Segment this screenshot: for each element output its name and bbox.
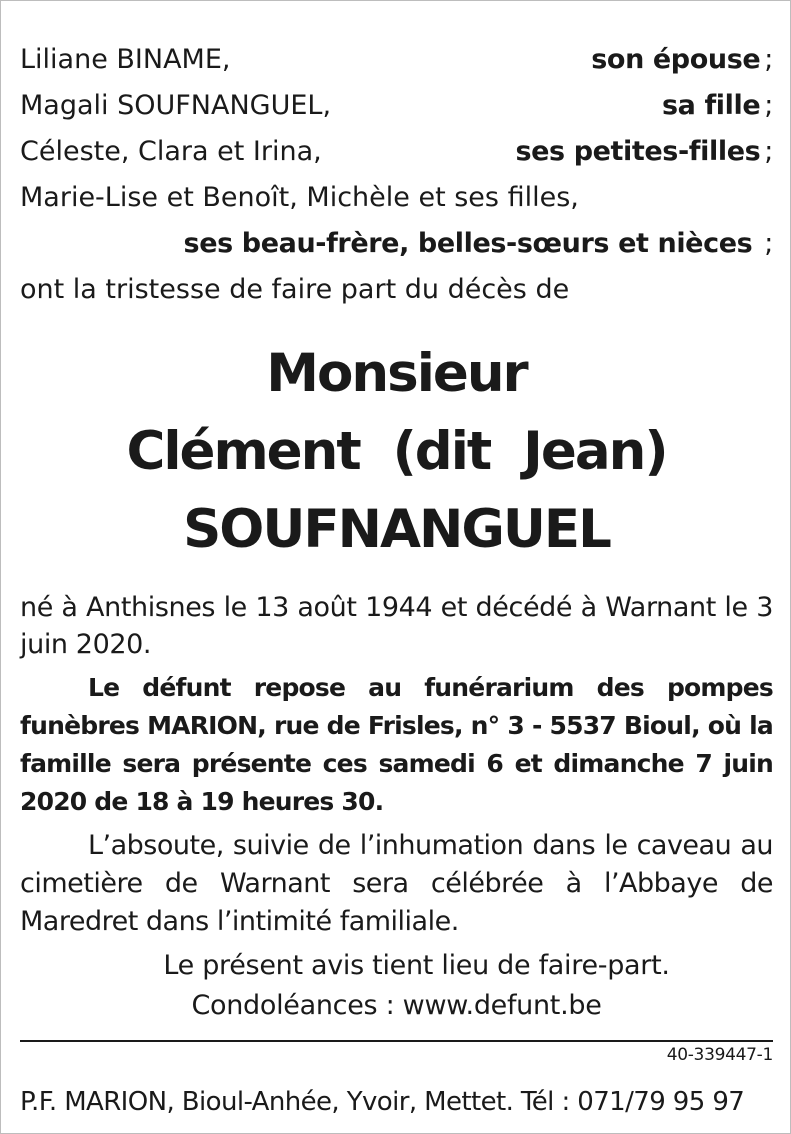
absoute-text: L’absoute, suivie de l’inhumation dans le caveau au cimetière de Warnant sera célébrée à l’Abbaye de Maredret dans l’intimité familiale. <box>20 830 773 937</box>
birth-death-text: né à Anthisnes le 13 août 1944 et décédé à Warnant le 3 juin 2020. <box>20 592 773 660</box>
family-row-inlaws-names <box>20 175 773 221</box>
deceased-name-block <box>20 335 773 569</box>
funeral-home-footer: P.F. MARION, Bioul-Anhée, Yvoir, Mettet. Tél : 071/79 95 97 <box>20 1087 745 1117</box>
family-relation: son épouse ; <box>591 44 773 75</box>
family-name: Marie-Lise et Benoît, Michèle et ses filles, <box>20 182 579 213</box>
family-row-daughter <box>20 83 773 129</box>
avis-text: Le présent avis tient lieu de faire-part. <box>163 950 670 981</box>
family-relation: sa fille ; <box>661 90 773 121</box>
deceased-surname: SOUFNANGUEL <box>183 499 610 560</box>
family-relation: ses petites-filles ; <box>515 136 773 167</box>
repose-text: Le défunt repose au funérarium des pompes funèbres MARION, rue de Frisles, n° 3 - 5537 Bioul, où la famille sera présente ces samedi 6 et dimanche 7 juin 2020 de 18 à 19 heures 30. <box>20 673 773 816</box>
footer-divider <box>20 1040 773 1042</box>
family-relation: ses beau-frère, belles-sœurs et nièces ; <box>183 228 773 259</box>
announcement-text: ont la tristesse de faire part du décès de <box>20 274 570 305</box>
condoleances-text: Condoléances : www.defunt.be <box>191 990 602 1021</box>
family-name: Magali SOUFNANGUEL, <box>20 90 332 121</box>
deceased-title: Monsieur <box>266 343 527 404</box>
family-name: Céleste, Clara et Irina, <box>20 136 322 167</box>
family-row-inlaws-relation <box>20 221 773 267</box>
deceased-first-names: Clément (dit Jean) <box>126 421 667 482</box>
family-name: Liliane BINAME, <box>20 44 231 75</box>
family-row-wife <box>20 37 773 83</box>
family-row-granddaughters <box>20 129 773 175</box>
reference-number: 40-339447-1 <box>666 1045 773 1065</box>
